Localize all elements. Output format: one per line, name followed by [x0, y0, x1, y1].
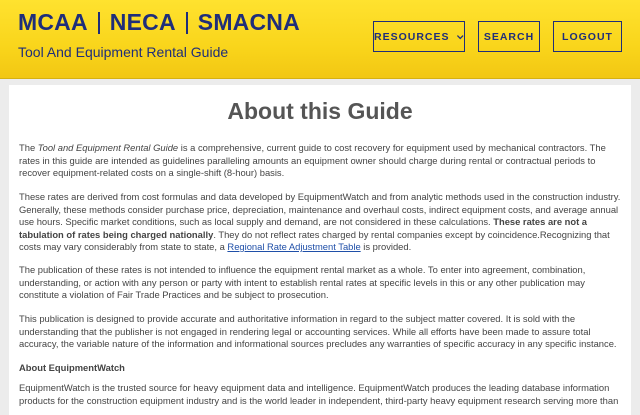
- search-label: SEARCH: [483, 30, 535, 43]
- rates-bold-statement: These rates are not a tabulation of rates being charged nationally: [19, 216, 588, 240]
- rates-text-2: . They do not reflect rates charged by rental companies except by coincidence.Recognizing that costs may vary considerably from state to state, a: [19, 228, 610, 252]
- main-content: [9, 85, 631, 415]
- intro-text-end: is a comprehensive, current guide to cost recovery for equipment used by mechanical contractors. The rates in this guide are intended as guidelines paralleling amounts an equipment owner should charge during rental or contractual periods to recover equipment-related costs on a single-shift (8-hour) basis.: [19, 142, 606, 178]
- fair-trade-paragraph: The publication of these rates is not intended to influence the equipment rental market as a whole. To enter into agreement, combination, understanding, or action with any person or party with intent to establish rental rates at specific levels in this or any other publication may constitute a violation of Fair Trade Practices and be subject to prosecution.: [19, 264, 586, 300]
- site-subtitle: Tool And Equipment Rental Guide: [18, 44, 229, 60]
- disclaimer-paragraph: This publication is designed to provide accurate and authoritative information in regard to the subject matter covered. It is sold with the understanding that the publisher is not engaged in rendering legal or accounting services. While all efforts have been made to assure total accuracy, the variable nature of the information and informational sources precludes any warranties of specific accuracy in any specific instance.: [19, 313, 617, 349]
- about-heading: About EquipmentWatch: [19, 362, 125, 373]
- rates-text-3: is provided.: [360, 241, 412, 252]
- rates-text-1: These rates are derived from cost formulas and data developed by EquipmentWatch and from analytic methods used in the construction industry. Generally, these methods consider purchase price, depreciation, maintenance and overhaul costs, indirect equipment costs, and average annual use hours. Specific market conditions, such as local supply and demand, are not considered in these calculations.: [19, 191, 621, 227]
- regional-rate-adjustment-link[interactable]: Regional Rate Adjustment Table: [227, 241, 361, 252]
- resources-label: RESOURCES: [374, 30, 450, 43]
- brand-logo[interactable]: [18, 9, 300, 36]
- search-button[interactable]: [478, 21, 540, 52]
- brand-separator: [98, 12, 100, 34]
- resources-button[interactable]: [373, 21, 465, 52]
- brand-smacna: SMACNA: [197, 9, 300, 35]
- rates-paragraph: [19, 191, 621, 254]
- brand-separator: [186, 12, 188, 34]
- page-title: About this Guide: [227, 98, 413, 124]
- brand-neca: NECA: [109, 9, 176, 35]
- site-header: [0, 0, 640, 79]
- intro-paragraph: [19, 142, 621, 180]
- logout-button[interactable]: [553, 21, 622, 52]
- about-paragraph: EquipmentWatch is the trusted source for heavy equipment data and intelligence. EquipmentWatch produces the leading database information products for the construction equipment industry and is the world leader in independent, third-party heavy equipment research serving more than: [19, 382, 619, 406]
- intro-text-start: The: [19, 142, 38, 153]
- chevron-down-icon: [456, 31, 464, 43]
- brand-mcaa: MCAA: [18, 9, 88, 35]
- guide-title-italic: Tool and Equipment Rental Guide: [37, 142, 179, 153]
- logout-label: LOGOUT: [562, 30, 613, 43]
